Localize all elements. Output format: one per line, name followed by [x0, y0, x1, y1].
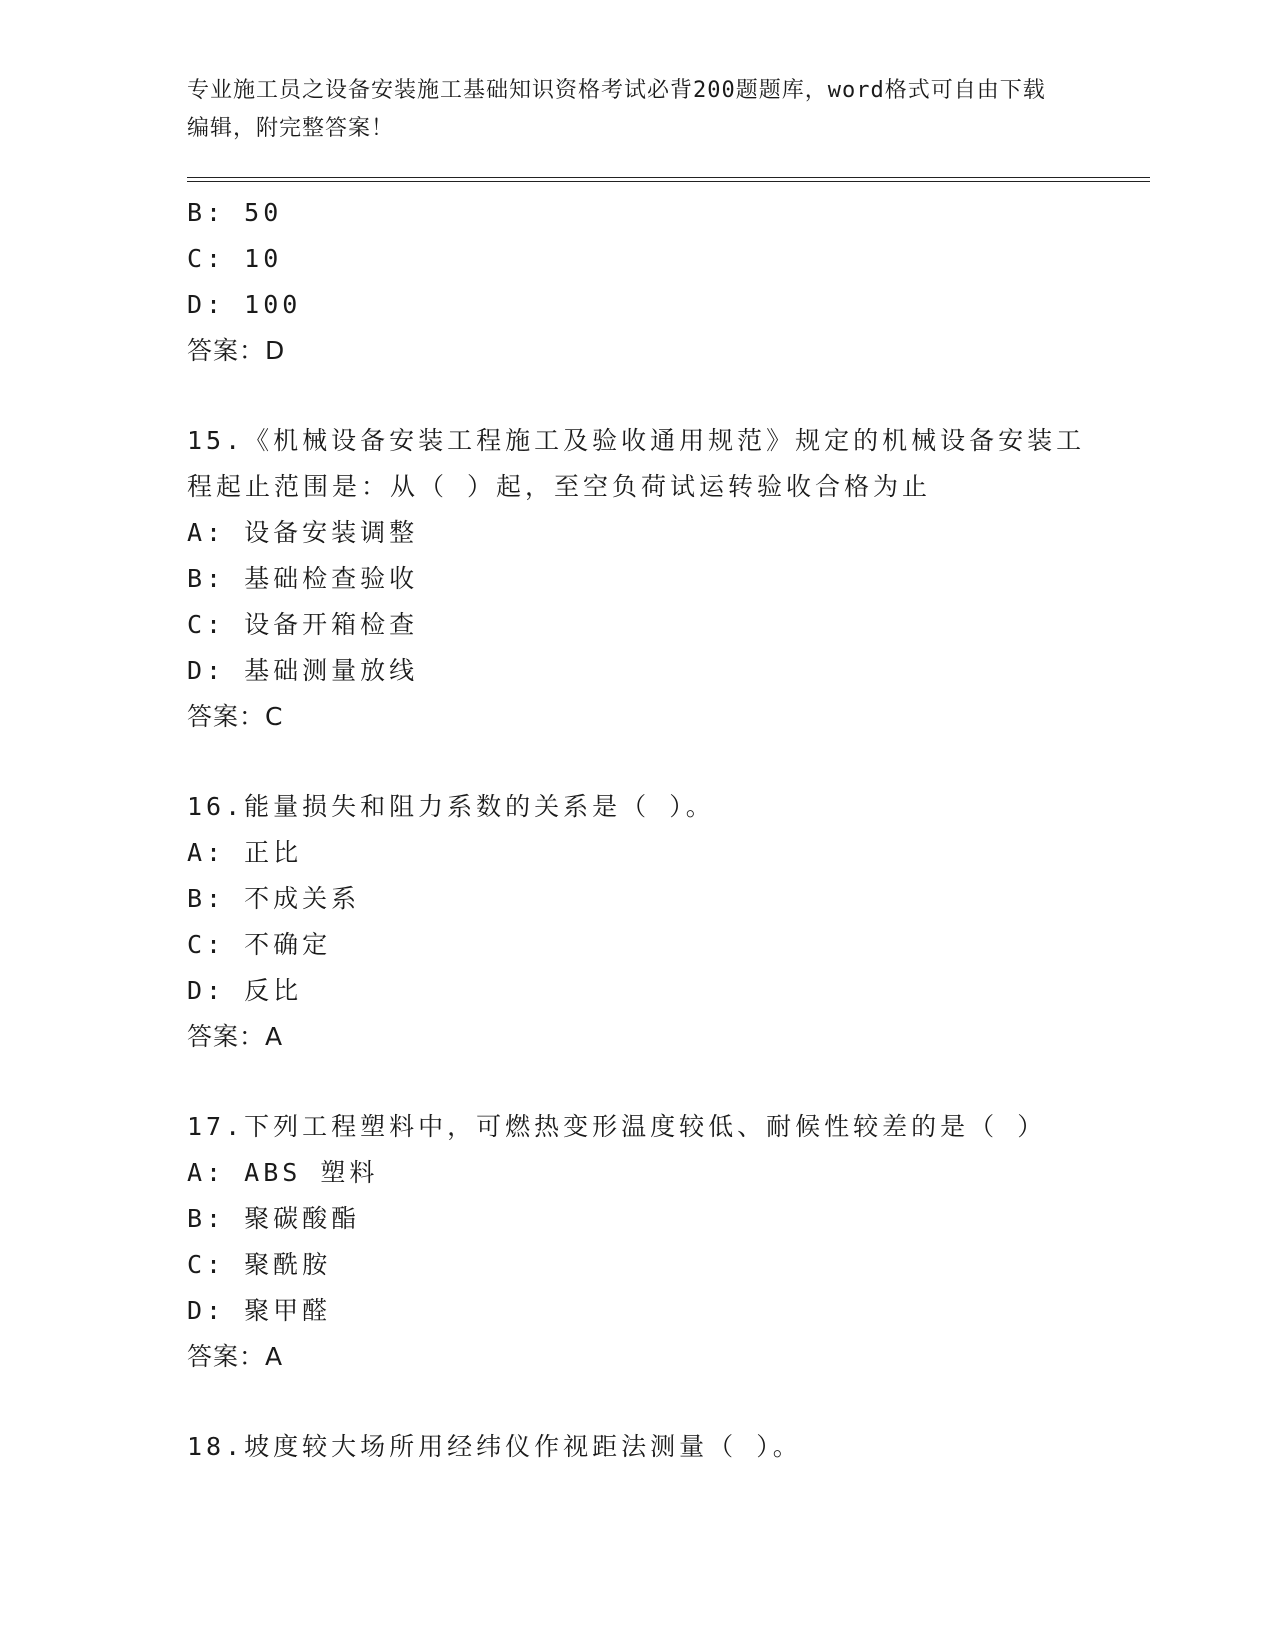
- question-14-option-c: C: 10: [187, 244, 283, 273]
- question-14-block: [187, 190, 1087, 374]
- question-16-option-b: B: 不成关系: [187, 884, 361, 913]
- question-16-option-d: D: 反比: [187, 976, 303, 1005]
- question-17-answer: 答案：A: [187, 1342, 284, 1371]
- question-17-option-a: A: ABS 塑料: [187, 1158, 379, 1187]
- header-rule-top: [187, 177, 1150, 178]
- question-15-block: [187, 418, 1087, 740]
- header-rule-bottom: [187, 181, 1150, 182]
- question-15-stem: 15.《机械设备安装工程施工及验收通用规范》规定的机械设备安装工程起止范围是：从（ ）起，至空负荷试运转验收合格为止: [187, 426, 1086, 501]
- question-14-option-d: D: 100: [187, 290, 302, 319]
- question-16-block: [187, 784, 1087, 1060]
- question-16-option-c: C: 不确定: [187, 930, 332, 959]
- document-body: [187, 190, 1087, 1470]
- question-15-answer: 答案：C: [187, 702, 284, 731]
- question-17-block: [187, 1104, 1087, 1380]
- spacer: [187, 1060, 1087, 1104]
- spacer: [187, 374, 1087, 418]
- question-14-answer: 答案：D: [187, 336, 286, 365]
- question-15-option-b: B: 基础检查验收: [187, 564, 419, 593]
- spacer: [187, 740, 1087, 784]
- question-16-option-a: A: 正比: [187, 838, 303, 867]
- spacer: [187, 1380, 1087, 1424]
- question-17-option-b: B: 聚碳酸酯: [187, 1204, 361, 1233]
- question-17-option-d: D: 聚甲醛: [187, 1296, 332, 1325]
- question-15-option-d: D: 基础测量放线: [187, 656, 419, 685]
- question-17-option-c: C: 聚酰胺: [187, 1250, 332, 1279]
- question-17-stem: 17.下列工程塑料中，可燃热变形温度较低、耐候性较差的是（ ）: [187, 1112, 1047, 1141]
- question-18-block: [187, 1424, 1087, 1470]
- question-15-option-c: C: 设备开箱检查: [187, 610, 419, 639]
- question-15-option-a: A: 设备安装调整: [187, 518, 419, 547]
- question-16-answer: 答案：A: [187, 1022, 284, 1051]
- question-18-stem: 18.坡度较大场所用经纬仪作视距法测量（ ）。: [187, 1432, 802, 1461]
- question-14-option-b: B: 50: [187, 198, 283, 227]
- question-16-stem: 16.能量损失和阻力系数的关系是（ ）。: [187, 792, 715, 821]
- document-header: 专业施工员之设备安装施工基础知识资格考试必背200题题库，word格式可自由下载编辑，附完整答案！: [187, 78, 1046, 141]
